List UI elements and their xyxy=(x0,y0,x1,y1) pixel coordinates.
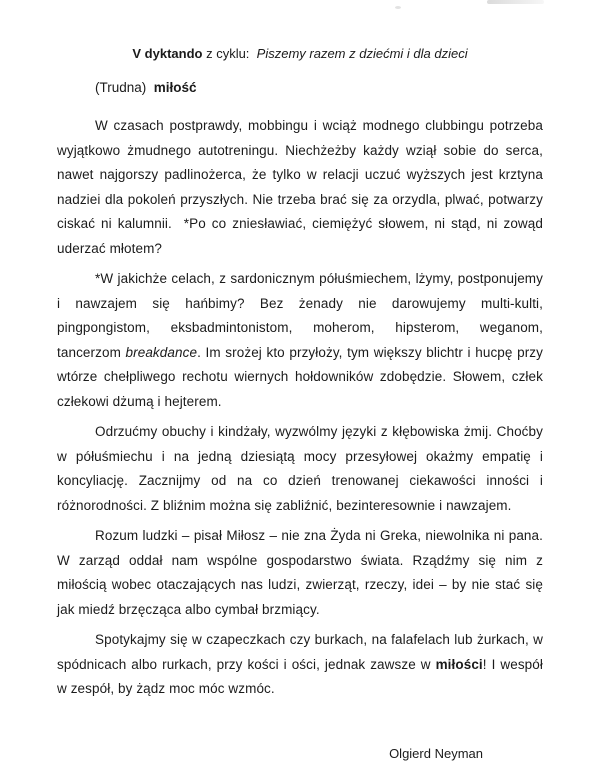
paragraph-4 xyxy=(57,524,543,622)
header-middle: z cyklu: xyxy=(202,46,257,61)
title-prefix: (Trudna) xyxy=(95,80,154,95)
paragraph-3 xyxy=(57,420,543,518)
text-run: *W jakichże celach, z sardonicznym półuśmiechem, lżymy, postponujemy i nawzajem się hańbimy? Bez żenady nie darowujemy multi-kulti, pingpongistom, eksbadmintonistom, moherom, hipsterom, weganom, tancerzom xyxy=(57,271,543,360)
text-run: ! I wespół w zespół, by żądz moc móc wzmóc. xyxy=(57,656,543,696)
doc-title xyxy=(95,78,543,98)
text-run: . Im srożej kto przyłoży, tym większy blichtr i hucpę przy wtórze chełpliwego rechotu wiernych hołdowników zdobędzie. Słowem, człek człekowi dżumą i hejterem. xyxy=(57,344,543,409)
paragraph-2 xyxy=(57,267,543,414)
text-run-bold: miłości xyxy=(435,656,483,672)
text-run: Rozum ludzki – pisał Miłosz – nie zna Żyda ni Greka, niewolnika ni pana. W zarząd oddał nam wspólne gospodarstwo świata. Rządźmy się nim z miłością wobec otaczających nas ludzi, zwierząt, rzeczy, idei – by nie stać się jak miedź brzęcząca albo cymbał brzmiący. xyxy=(57,528,543,617)
text-run-italic: breakdance xyxy=(125,344,198,360)
text-run: W czasach postprawdy, mobbingu i wciąż modnego clubbingu potrzeba wyjątkowo żmudnego autotreningu. Niechżeżby każdy wziął sobie do serca, nawet najgorszy padlinożerca, że tylko w relacji uczuć wyższych jest krztyna nadziei dla pokoleń przyszłych. Nie trzeba brać się za orzydla, plwać, potwarzy ciskać ni kalumnii. *Po co zniesławiać, ciemiężyć słowem, ni stąd, ni zowąd uderzać młotem? xyxy=(57,118,543,256)
paragraph-1 xyxy=(57,114,543,261)
doc-header xyxy=(57,44,543,64)
series-title: Piszemy razem z dziećmi i dla dzieci xyxy=(256,46,468,61)
text-run: Odrzućmy obuchy i kindżały, wyzwólmy języki z kłębowiska żmij. Choćby w półuśmiechu i na jedną dziesiątą mocy przesyłowej okażmy empatię i koncyliację. Zacznijmy od na co dzień trenowanej ciekawości inności i różnorodności. Z bliźnim można się zabliźnić, bezinteresownie i nawzajem. xyxy=(57,424,543,513)
text-run: Spotykajmy się w czapeczkach czy burkach, na falafelach lub żurkach, w spódnicach albo rurkach, przy kości i ości, jednak zawsze w xyxy=(57,632,543,672)
series-number: V dyktando xyxy=(132,46,203,61)
author-text: Olgierd Neyman xyxy=(389,745,483,761)
title-emphasis: miłość xyxy=(153,80,197,95)
paragraph-5 xyxy=(57,628,543,702)
author-name xyxy=(57,744,483,764)
